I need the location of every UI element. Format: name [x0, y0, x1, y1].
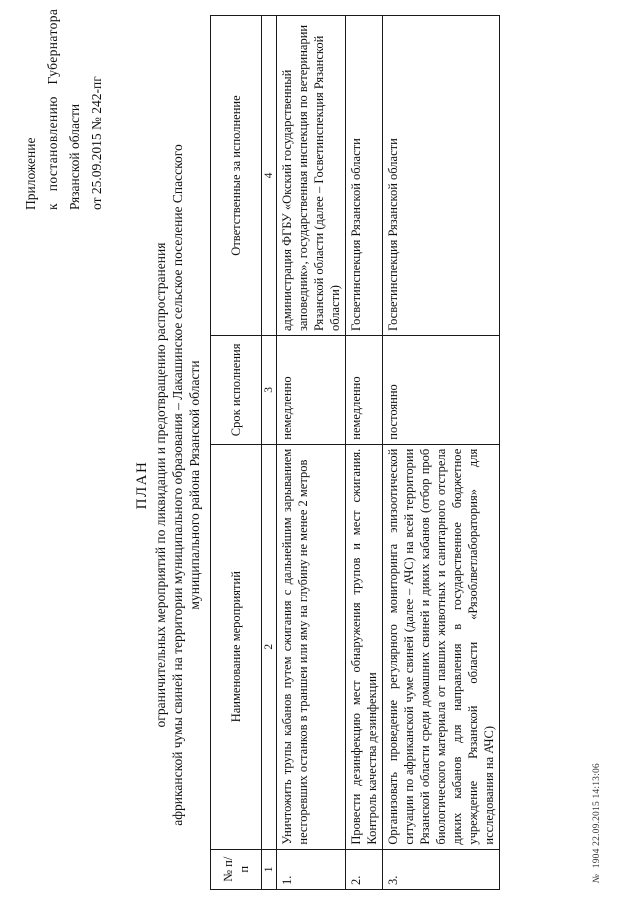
column-index: 2 — [262, 444, 277, 849]
row-measure-name: Провести дезинфекцию мест обнаружения трупов и мест сжигания. Контроль качества дезинфекции — [346, 444, 383, 849]
table-row — [383, 16, 500, 890]
row-term: немедленно — [277, 336, 346, 445]
row-term: постоянно — [383, 336, 500, 445]
header-term: Срок исполнения — [211, 336, 262, 445]
appendix-date-number: от 25.09.2015 № 242-пг — [89, 76, 104, 210]
plan-subtitle-line-1: ограничительных мероприятий по ликвидации и предотвращению распространения — [153, 242, 168, 728]
stamp-number: 1904 — [592, 848, 602, 869]
plan-subtitle-line-3: муниципального района Рязанской области — [187, 360, 202, 610]
row-measure-name: Уничтожить трупы кабанов путем сжигания с дальнейшим зарыванием несгоревших останков в траншеи или яму на глубину не менее 2 метров — [277, 444, 346, 849]
header-responsible: Ответственные за исполнение — [211, 16, 262, 336]
registration-stamp — [592, 763, 602, 883]
header-measure-name: Наименование мероприятий — [211, 444, 262, 849]
column-index-row — [262, 16, 277, 890]
row-responsible: администрация ФГБУ «Окский государственный заповедник», государственная инспекция по ветеринарии Рязанской области (далее – Госветинспекция Рязанской области) — [277, 16, 346, 336]
table-row — [277, 16, 346, 890]
header-number: № п/п — [211, 849, 262, 889]
row-term: немедленно — [346, 336, 383, 445]
plan-heading — [132, 85, 203, 885]
table-header-row — [211, 16, 262, 890]
appendix-region: Рязанской области — [67, 103, 82, 210]
column-index: 3 — [262, 336, 277, 445]
stamp-number-sign: № — [592, 873, 602, 883]
table-row — [346, 16, 383, 890]
column-index: 1 — [262, 849, 277, 889]
appendix-decree-ref: к постановлению Губернатора — [45, 8, 60, 210]
measures-table — [210, 15, 500, 890]
plan-subtitle-line-2: африканской чумы свиней на территории муниципального образования – Лакашинское сельское поселение Спасского — [170, 144, 185, 826]
appendix-label: Приложение — [23, 137, 38, 210]
column-index: 4 — [262, 16, 277, 336]
stamp-datetime: 22.09.2015 14:13:06 — [592, 763, 602, 846]
row-number: 3. — [383, 849, 500, 889]
plan-title: ПЛАН — [134, 460, 150, 510]
appendix-block — [20, 5, 108, 210]
row-number: 1. — [277, 849, 346, 889]
row-responsible: Госветинспекция Рязанской области — [383, 16, 500, 336]
row-measure-name: Организовать проведение регулярного мониторинга эпизоотической ситуации по африканской чуме свиней (далее – АЧС) на всей территории Рязанской области среди домашних свиней и диких кабанов (отбор проб биологического материала от павших животных и санитарного отстрела диких кабанов для направления в государственное бюджетное учреждение Рязанской области «Рязоблветлаборатория» для исследования на АЧС) — [383, 444, 500, 849]
row-responsible: Госветинспекция Рязанской области — [346, 16, 383, 336]
row-number: 2. — [346, 849, 383, 889]
